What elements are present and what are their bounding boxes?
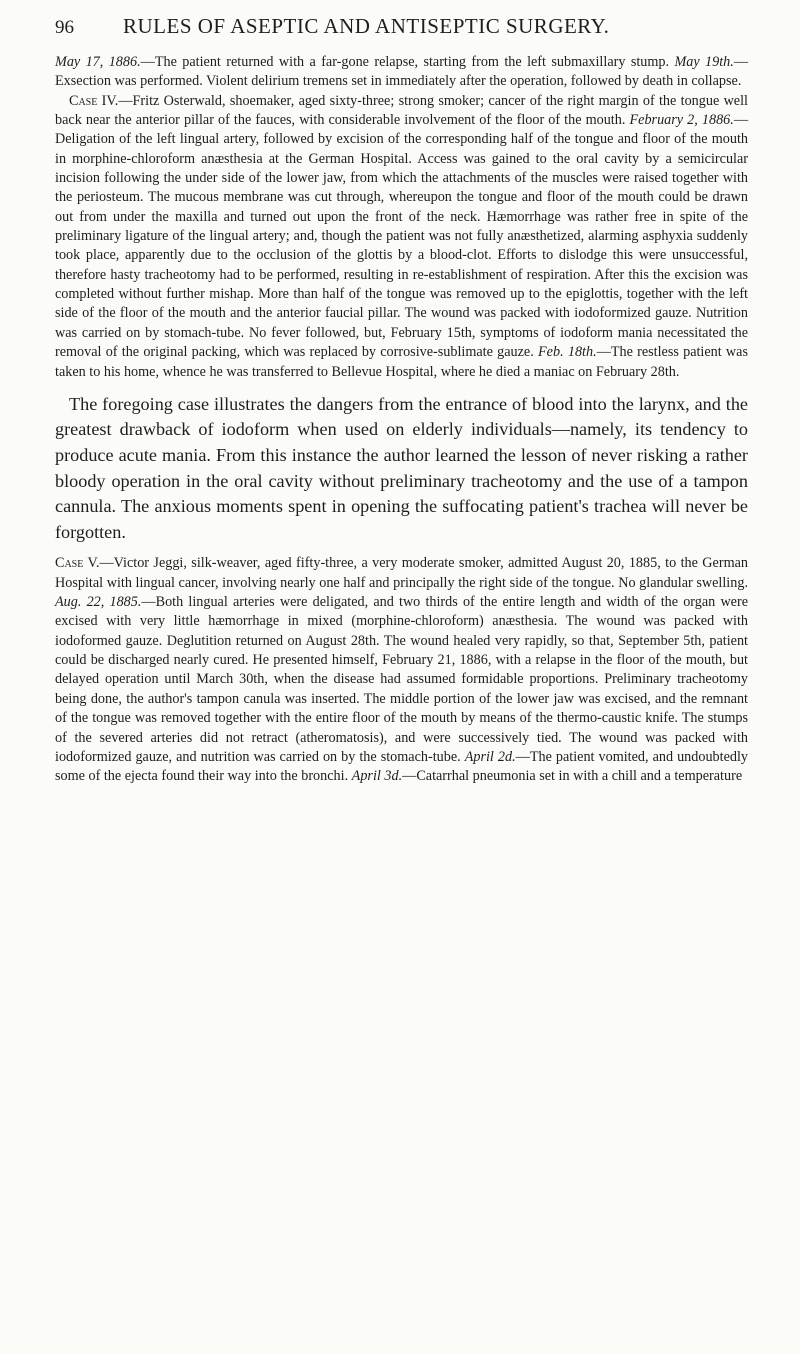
commentary-paragraph: The foregoing case illustrates the dangers from the entrance of blood into the larynx, and the greatest drawback of iodoform when used on elderly individuals—namely, its tendency to produce acute mania. From this instance the author learned the lesson of never risking a rather bloody operation in the oral cavity without preliminary tracheotomy and the use of a tampon cannula. The anxious moments spent in opening the suffocating patient's trachea will never be forgotten. bbox=[55, 393, 748, 542]
case-label: Case V. bbox=[55, 555, 100, 572]
case-label: Case IV. bbox=[69, 92, 119, 109]
date: April 2d. bbox=[464, 748, 516, 765]
date: Aug. 22, 1885. bbox=[55, 594, 142, 611]
date: May 17, 1886. bbox=[55, 54, 141, 70]
date: Feb. 18th. bbox=[538, 344, 597, 361]
page-number: 96 bbox=[55, 17, 74, 38]
case-iv-paragraph: Case IV.—Fritz Osterwald, shoemaker, aged sixty-three; strong smoker; cancer of the right margin of the tongue well back near the anterior pillar of the fauces, with considerable involvement of the floor of the mouth. February 2, 1886.—Deligation of the left lingual artery, followed by excision of the corresponding half of the tongue and floor of the mouth in morphine-chloroform anæsthesia at the German Hospital. Access was gained to the oral cavity by a semicircular incision following the under side of the lower jaw, from which the attachments of the muscles were raised together with the periosteum. The mucous membrane was cut through, whereupon the tongue and floor of the mouth could be drawn out from under the maxilla and turned out upon the front of the neck. Hæmorrhage was rather free in spite of the preliminary ligature of the lingual artery; and, though the patient was not fully anæsthetized, alarming asphyxia suddenly took place, apparently due to the occlusion of the glottis by a blood-clot. Efforts to dislodge this were unsuccessful, therefore hasty tracheotomy had to be performed, resulting in re-establishment of respiration. After this the excision was completed without further mishap. More than half of the tongue was removed up to the epiglottis, together with the left side of the floor of the mouth and the anterior faucial pillar. The wound was packed with iodoformized gauze. Nutrition was carried on by stomach-tube. No fever followed, but, February 15th, symptoms of iodoform mania necessitated the removal of the original packing, which was replaced by corrosive-sublimate gauze. Feb. 18th.—The restless patient was taken to his home, whence he was transferred to Bellevue Hospital, where he died a maniac on February 28th. bbox=[55, 92, 748, 380]
case-iii-continuation: May 17, 1886.—The patient returned with a far-gone relapse, starting from the left submaxillary stump. May 19th.—Exsection was performed. Violent delirium tremens set in immediately after the operation, followed by death in collapse. bbox=[55, 54, 749, 90]
case-v-paragraph: Case V.—Victor Jeggi, silk-weaver, aged fifty-three, a very moderate smoker, admitted August 20, 1885, to the German Hospital with lingual cancer, involving nearly one half and principally the right side of the tongue. No glandular swelling. Aug. 22, 1885.—Both lingual arteries were deligated, and two thirds of the entire length and width of the organ were excised with very little hæmorrhage in mixed (morphine-chloroform) anæsthesia. The wound was packed with iodoformed gauze. Deglutition returned on August 28th. The wound healed very rapidly, so that, September 5th, patient could be discharged nearly cured. He presented himself, February 21, 1886, with a relapse in the floor of the mouth, but delayed operation until March 30th, when the disease had assumed formidable proportions. Preliminary tracheotomy being done, the author's tampon canula was inserted. The middle portion of the lower jaw was excised, and the remnant of the tongue was removed together with the entire floor of the mouth by means of the thermo-caustic knife. The stumps of the severed arteries did not retract (atheromatosis), and were successively tied. The wound was packed with iodoformized gauze, and nutrition was carried on by the stomach-tube. April 2d.—The patient vomited, and undoubtedly some of the ejecta found their way into the bronchi. April 3d.—Catarrhal pneumonia set in with a chill and a temperature bbox=[55, 555, 749, 785]
date: February 2, 1886. bbox=[629, 112, 734, 129]
date: April 3d. bbox=[351, 768, 403, 785]
running-head: RULES OF ASEPTIC AND ANTISEPTIC SURGERY. bbox=[123, 14, 610, 38]
page-header bbox=[55, 14, 748, 39]
date: May 19th. bbox=[674, 54, 734, 70]
